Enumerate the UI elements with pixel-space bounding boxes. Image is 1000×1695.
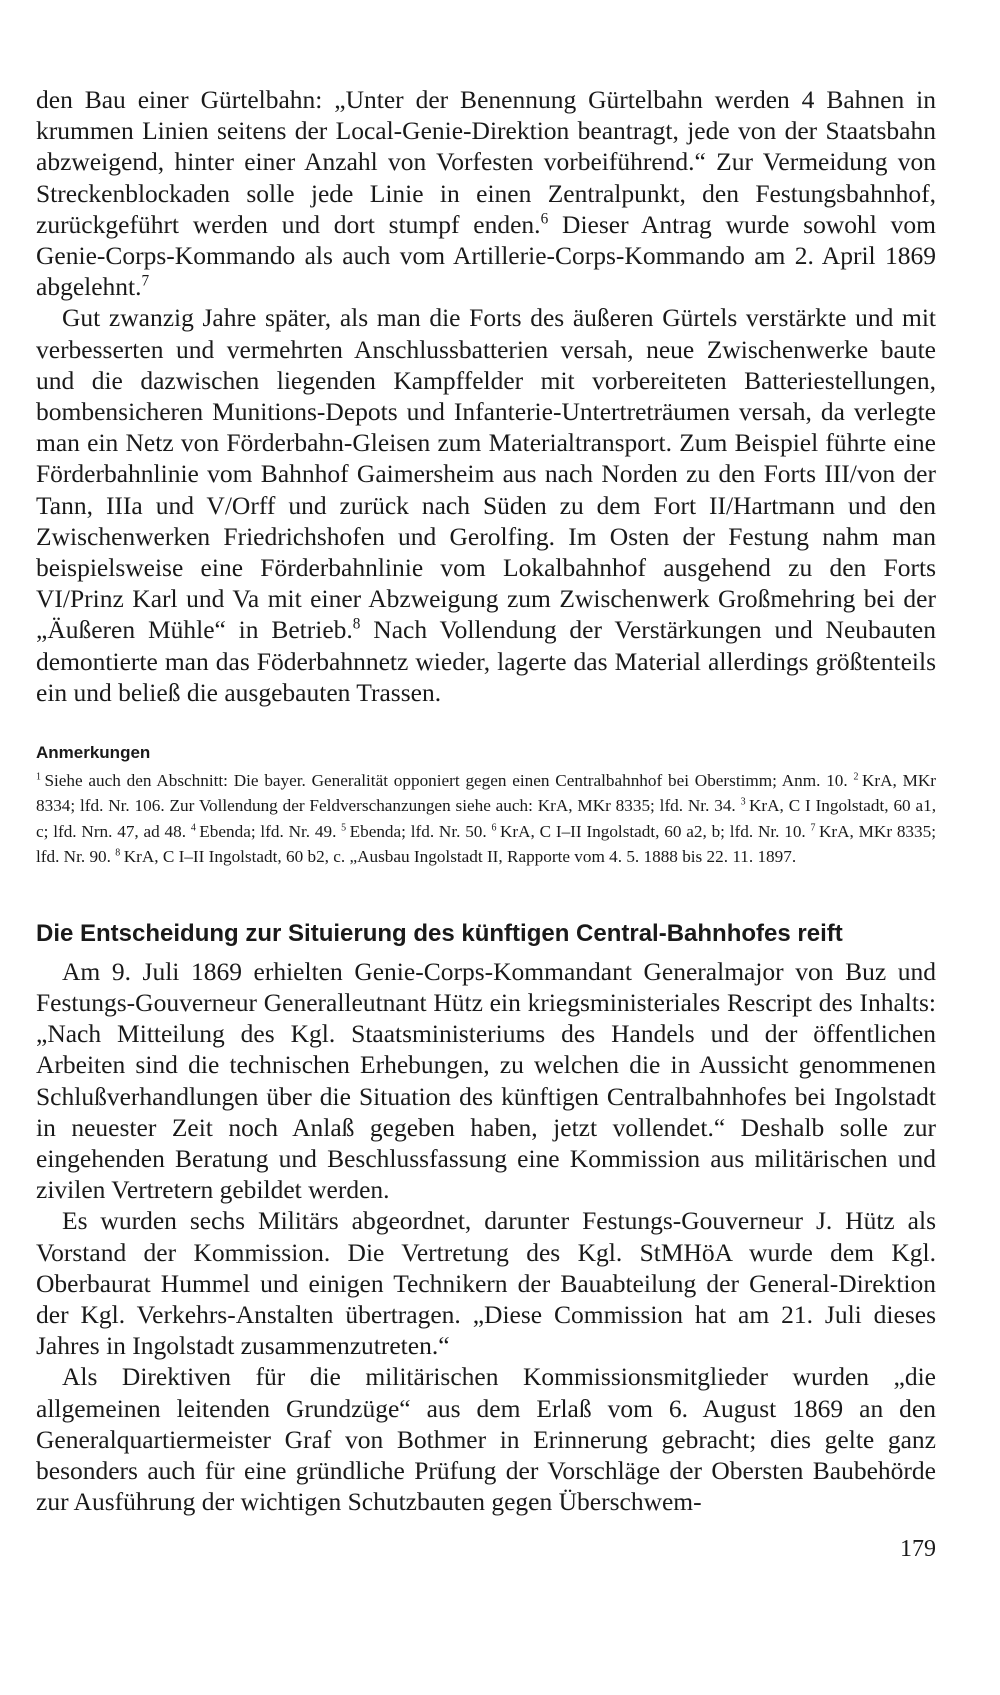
footnote-text: KrA, C I–II Ingolstadt, 60 a2, b; lfd. Nr. 10. — [499, 821, 811, 841]
body-text-top — [36, 84, 936, 708]
text-run: Es wurden sechs Militärs abgeordnet, darunter Festungs-Gouverneur J. Hütz als Vorstand der Kommission. Die Vertretung des Kgl. StMHöA wurde dem Kgl. Oberbaurat Hummel und einigen Technikern der Bauabteilung der General-Direktion der Kgl. Verkehrs-Anstalten übertragen. „Diese Commission hat am 21. Juli dieses Jahres in Ingolstadt zusammenzutreten.“ — [36, 1206, 936, 1361]
footnote-text: Ebenda; lfd. Nr. 50. — [349, 821, 492, 841]
page-number: 179 — [900, 1536, 936, 1562]
footnote-text: Ebenda; lfd. Nr. 49. — [199, 821, 342, 841]
footnote-number: 5 — [341, 822, 347, 834]
text-run: Als Direktiven für die militärischen Kommissionsmitglieder wurden „die allgemeinen leitenden Grundzüge“ aus dem Erlaß vom 6. August 1869 an den Generalquartiermeister Graf von Bothmer in Erinnerung gebracht; dies gelte ganz besonders auch für eine gründliche Prüfung der Vorschläge der Obersten Baubehörde zur Ausführung der wichtigen Schutzbauten gegen Überschwem- — [36, 1362, 936, 1517]
footnote-number: 2 — [853, 771, 859, 783]
paragraph — [36, 956, 936, 1206]
footnote-text: KrA, MKr 8335; lfd. Nr. 90. — [36, 821, 936, 867]
text-run: Dieser Antrag wurde sowohl vom Genie-Corps-Kommando als auch vom Artillerie-Corps-Kommando am 2. April 1869 abgelehnt. — [36, 209, 936, 302]
notes-heading: Anmerkungen — [36, 743, 151, 763]
paragraph — [36, 302, 936, 708]
footnote-text: Siehe auch den Abschnitt: Die bayer. Generalität opponiert gegen einen Centralbahnhof bei Oberstimm; Anm. 10. — [44, 771, 854, 791]
body-text-bottom — [36, 956, 936, 1518]
text-run: Am 9. Juli 1869 erhielten Genie-Corps-Kommandant Generalmajor von Buz und Festungs-Gouverneur Generalleutnant Hütz ein kriegsministeriales Rescript des Inhalts: „Nach Mitteilung des Kgl. Staatsministeriums des Handels und der öffentlichen Arbeiten sind die technischen Erhebungen, zu welchen die in Aussicht genommenen Schlußverhandlungen über die Situation des künftigen Centralbahnhofes bei Ingolstadt in neuester Zeit noch Anlaß gegeben haben, jetzt vollendet.“ Deshalb solle zur eingehenden Beratung und Beschlussfassung eine Kommission aus militärischen und zivilen Vertretern gebildet werden. — [36, 956, 936, 1205]
paragraph — [36, 1361, 936, 1517]
text-run: Gut zwanzig Jahre später, als man die Forts des äußeren Gürtels verstärkte und mit verbesserten und vermehrten Anschlussbatterien versah, neue Zwischenwerke baute und die dazwischen liegenden Kampffelder mit vorbereiteten Batteriestellungen, bombensicheren Munitions-Depots und Infanterie-Untertreträumen versah, da verlegte man ein Netz von Förderbahn-Gleisen zum Materialtransport. Zum Beispiel führte eine Förderbahnlinie vom Bahnhof Gaimersheim aus nach Norden zu den Forts III/von der Tann, IIIa und V/Orff und zurück nach Süden zu dem Fort II/Hartmann und den Zwischenwerken Friedrichshofen und Gerolfing. Im Osten der Festung nahm man beispielsweise eine Förderbahnlinie vom Lokalbahnhof ausgehend zu den Forts VI/Prinz Karl und Va mit einer Abzweigung zum Zwischenwerk Großmehring bei der „Äußeren Mühle“ in Betrieb. — [36, 303, 936, 645]
footnote-text: KrA, MKr 8334; lfd. Nr. 106. Zur Vollendung der Feldverschanzungen siehe auch: KrA, MKr 8335; lfd. Nr. 34. — [36, 771, 936, 816]
section-heading: Die Entscheidung zur Situierung des künftigen Central-Bahnhofes reift — [36, 919, 843, 947]
footnote-ref: 6 — [540, 210, 549, 228]
footnote-number: 4 — [190, 822, 196, 834]
footnotes — [36, 768, 936, 870]
page-content — [36, 84, 936, 1517]
paragraph — [36, 84, 936, 302]
paragraph — [36, 1205, 936, 1361]
text-run: Nach Vollendung der Verstärkungen und Neubauten demontierte man das Föderbahnnetz wieder, lagerte das Material allerdings größtenteils ein und beließ die ausgebauten Trassen. — [36, 615, 936, 707]
footnote-number: 1 — [36, 771, 41, 783]
footnote-number: 8 — [115, 847, 121, 859]
footnote-number: 7 — [810, 822, 816, 834]
footnote-ref: 7 — [141, 272, 150, 290]
footnote-ref: 8 — [352, 615, 361, 633]
footnote-number: 6 — [491, 822, 497, 834]
footnote-number: 3 — [740, 796, 746, 808]
footnote-text: KrA, C I–II Ingolstadt, 60 b2, c. „Ausbau Ingolstadt II, Rapporte vom 4. 5. 1888 bis 22. 11. 1897. — [123, 847, 797, 867]
text-run: den Bau einer Gürtelbahn: „Unter der Benennung Gürtelbahn werden 4 Bahnen in krummen Linien seitens der Local-Genie-Direktion beantragt, jede von der Staatsbahn abzweigend, hinter einer Anzahl von Vorfesten vorbeiführend.“ Zur Vermeidung von Streckenblockaden solle jede Linie in einen Zentralpunkt, den Festungsbahnhof, zurückgeführt werden und dort stumpf enden. — [36, 85, 936, 239]
footnote-text: KrA, C I Ingolstadt, 60 a1, c; lfd. Nrn. 47, ad 48. — [36, 796, 936, 841]
